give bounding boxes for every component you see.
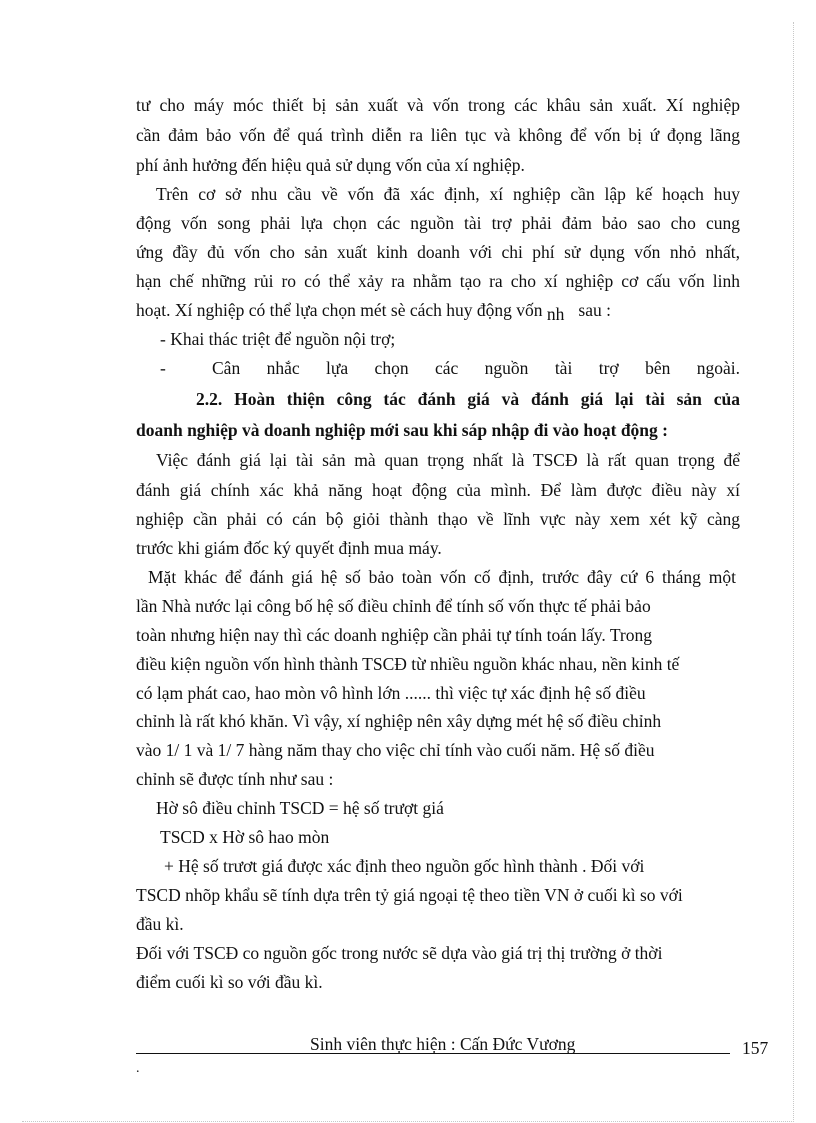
text-line: điểm cuối kì so với đầu kì. (136, 972, 323, 992)
text-line: chỉnh là rất khó khăn. Vì vậy, xí nghiệp nên xây dựng mét hệ số điều chỉnh (136, 711, 662, 731)
text-line: trước khi giám đốc ký quyết định mua máy. (136, 538, 442, 558)
bullet-text: Cân nhắc lựa chọn các nguồn tài trợ bên ngoài. (212, 358, 740, 378)
page-number: 157 (742, 1038, 769, 1058)
text-line: chỉnh sẽ được tính như sau : (136, 769, 334, 789)
section-heading-cont: doanh nghiệp và doanh nghiệp mới sau khi sáp nhập đi vào hoạt động : (136, 420, 668, 440)
formula-line: TSCD x Hờ sô hao mòn (160, 827, 330, 847)
text-line: ứng đầy đủ vốn cho sản xuất kinh doanh với chi phí sử dụng vốn nhỏ nhất, (136, 242, 740, 262)
text-line: động vốn song phải lựa chọn các nguồn tài trợ phải đảm bảo sao cho cung (136, 213, 740, 233)
section-heading: 2.2. Hoàn thiện công tác đánh giá và đánh giá lại tài sản của (196, 389, 740, 409)
footer-rule (136, 1053, 730, 1054)
formula-line: Hờ sô điều chỉnh TSCD = hệ số trượt giá (156, 798, 444, 818)
text-line: Việc đánh giá lại tài sản mà quan trọng nhất là TSCĐ là rất quan trọng để (156, 450, 740, 470)
text-line: có lạm phát cao, hao mòn vô hình lớn ...... thì việc tự xác định hệ số điều (136, 683, 646, 703)
footer-mark: . (136, 1061, 140, 1076)
bullet-item: - Khai thác triệt để nguồn nội trợ; (160, 329, 396, 349)
bullet-dash: - (160, 358, 166, 378)
text-line: Đối với TSCĐ co nguồn gốc trong nước sẽ dựa vào giá trị thị trường ở thời (136, 943, 663, 963)
text-fragment: hoạt. Xí nghiệp có thể lựa chọn mét sè cách huy động vốn (136, 300, 543, 320)
text-line: tư cho máy móc thiết bị sản xuất và vốn trong các khâu sản xuất. Xí nghiệp (136, 95, 740, 115)
text-line: cần đảm bảo vốn để quá trình diễn ra liên tục và không để vốn bị ứ đọng lãng (136, 125, 740, 145)
text-fragment: sau : (578, 300, 611, 320)
text-line: đánh giá chính xác khả năng hoạt động của mình. Để làm được điều này xí (136, 480, 740, 500)
text-line: toàn nhưng hiện nay thì các doanh nghiệp cần phải tự tính toán lấy. Trong (136, 625, 653, 645)
text-line: đầu kì. (136, 914, 184, 934)
text-line: nghiệp cần phải có cán bộ giỏi thành thạo về lĩnh vực này xem xét kỹ càng (136, 509, 740, 529)
text-line: vào 1/ 1 và 1/ 7 hàng năm thay cho việc chỉ tính vào cuối năm. Hệ số điều (136, 740, 655, 760)
text-line: TSCD nhõp khẩu sẽ tính dựa trên tỷ giá ngoại tệ theo tiền VN ở cuối kì so với (136, 885, 683, 905)
text-line: điều kiện nguồn vốn hình thành TSCĐ từ nhiều nguồn khác nhau, nền kinh tế (136, 654, 680, 674)
text-line: lần Nhà nước lại công bố hệ số điều chỉnh để tính số vốn thực tế phải bảo (136, 596, 651, 616)
text-line: Trên cơ sở nhu cầu về vốn đã xác định, xí nghiệp cần lập kế hoạch huy (156, 184, 740, 204)
footer-author: Sinh viên thực hiện : Cấn Đức Vương (310, 1034, 576, 1054)
subscript-fragment: nh (546, 304, 565, 324)
text-line: hạn chế những rủi ro có thể xảy ra nhằm tạo ra cho xí nghiệp cơ cấu vốn linh (136, 271, 740, 291)
text-line: + Hệ số trươt giá được xác định theo nguồn gốc hình thành . Đối với (164, 856, 645, 876)
text-line-with-subscript (136, 298, 611, 322)
text-line: phí ảnh hưởng đến hiệu quả sử dụng vốn của xí nghiệp. (136, 155, 525, 175)
text-line: Mặt khác để đánh giá hệ số bảo toàn vốn cố định, trước đây cứ 6 tháng một (148, 567, 736, 587)
